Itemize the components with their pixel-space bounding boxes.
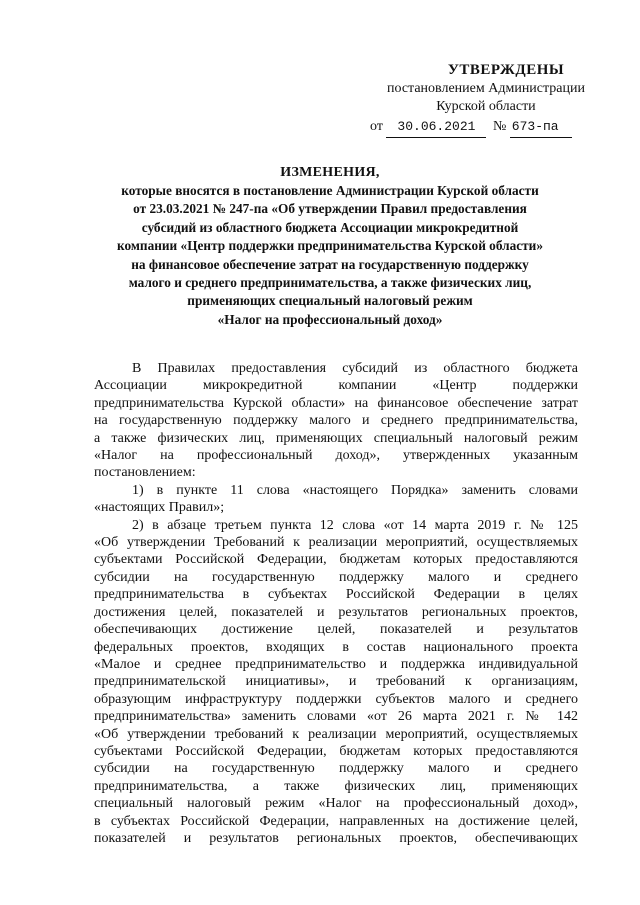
body-line: специальный налоговый режим «Налог на профессиональный доход»,: [94, 796, 578, 812]
approval-line-2: Курской области: [436, 99, 536, 114]
body-line: обеспечивающих достижение целей, показателей и результатов: [94, 622, 578, 638]
title-line: которые вносятся в постановление Администрации Курской области: [121, 183, 539, 198]
body-line: «Об утверждении требований к реализации мероприятий, осуществляемых: [94, 726, 578, 742]
title-line: компании «Центр поддержки предпринимательства Курской области»: [116, 238, 543, 254]
body-line: «Об утверждении Требований к реализации мероприятий, осуществляемых: [94, 535, 578, 551]
body-line: предпринимательства Курской области» на финансовое обеспечение затрат: [94, 395, 578, 411]
body-line: субъектами Российской Федерации, бюджетам которых предоставляются: [94, 743, 578, 759]
body-line: «Налог на профессиональный доход», утвержденных указанным: [94, 448, 578, 464]
title-line: малого и среднего предпринимательства, а также физических лиц,: [128, 275, 532, 291]
approval-heading: УТВЕРЖДЕНЫ: [447, 62, 565, 78]
body-line: предпринимательства, а также физических лиц, применяющих: [94, 778, 578, 794]
body-line: «Малое и среднее предпринимательство и поддержка индивидуальной: [94, 656, 578, 672]
title-heading: ИЗМЕНЕНИЯ,: [280, 165, 380, 180]
number-label: №: [492, 119, 507, 134]
body-line: 1) в пункте 11 слова «настоящего Порядка» заменить словами: [132, 482, 578, 498]
body-line: образующим инфраструктуру поддержки субъектов малого и среднего: [94, 691, 578, 707]
body-line: федеральных проектов, входящих в состав национального проекта: [94, 639, 578, 655]
body-line: а также физических лиц, применяющих специальный налоговый режим: [94, 430, 578, 446]
body-line: предпринимательства» заменить словами «от 26 марта 2021 г. № 142: [94, 709, 578, 725]
document-body: [94, 360, 578, 847]
approval-line-1: постановлением Администрации: [387, 81, 585, 96]
body-line: достижения целей, показателей и результатов региональных проектов,: [94, 604, 578, 620]
body-line: предпринимательской инициативы», и требований к организациям,: [94, 674, 578, 690]
body-line: субъектами Российской Федерации, бюджетам которых предоставляются: [94, 552, 578, 568]
approval-number: 673-па: [510, 117, 572, 138]
body-line: 2) в абзаце третьем пункта 12 слова «от 14 марта 2019 г. № 125: [132, 517, 578, 533]
body-line: показателей и результатов региональных проектов, обеспечивающих: [94, 830, 578, 846]
document-title: [60, 163, 600, 329]
from-label: от: [370, 119, 383, 134]
title-line: субсидий из областного бюджета Ассоциации микрокредитной: [141, 219, 519, 235]
title-line: на финансовое обеспечение затрат на государственную поддержку: [131, 256, 529, 272]
body-line: на государственную поддержку малого и среднего предпринимательства,: [94, 413, 578, 429]
body-line: «настоящих Правил»;: [94, 500, 225, 516]
body-line: В Правилах предоставления субсидий из областного бюджета: [132, 361, 578, 376]
body-line: Ассоциации микрокредитной компании «Центр поддержки: [94, 378, 578, 394]
body-line: субсидии на государственную поддержку малого и среднего: [94, 569, 578, 585]
title-line: от 23.03.2021 № 247-па «Об утверждении Правил предоставления: [133, 201, 527, 217]
body-line: субсидии на государственную поддержку малого и среднего: [94, 761, 578, 777]
body-line: предпринимательства в субъектах Российской Федерации в целях: [94, 587, 578, 603]
approval-stamp: [366, 60, 606, 138]
body-line: постановлением:: [94, 465, 196, 481]
title-line: «Налог на профессиональный доход»: [217, 311, 443, 327]
approval-date: 30.06.2021: [386, 117, 486, 138]
body-line: в субъектах Российской Федерации, направленных на достижение целей,: [94, 813, 578, 829]
title-line: применяющих специальный налоговый режим: [187, 293, 473, 309]
approval-date-number: [366, 117, 606, 138]
